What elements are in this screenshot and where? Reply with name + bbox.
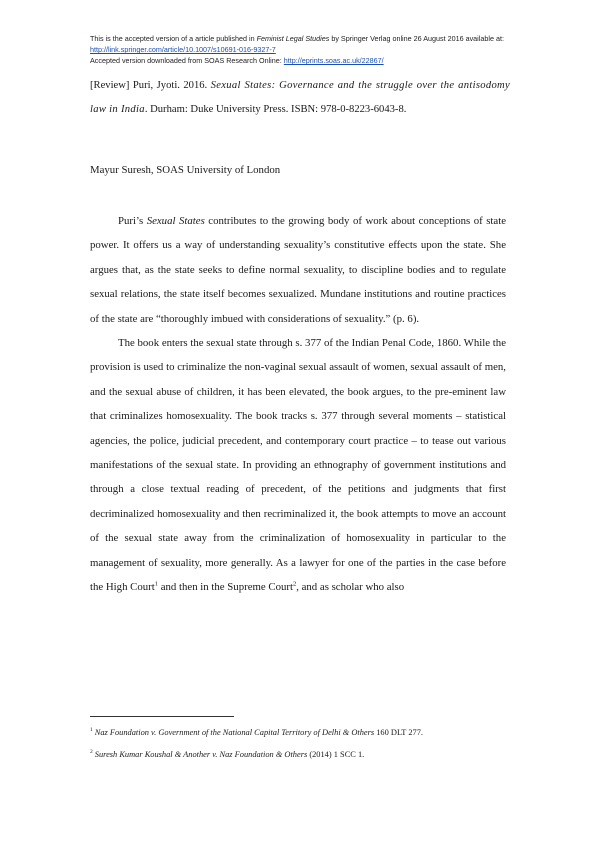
springer-link[interactable]: http://link.springer.com/article/10.1007/s10691-016-9327-7 bbox=[90, 45, 276, 54]
footnote-ref[interactable]: 2 bbox=[292, 580, 297, 588]
notice-text: This is the accepted version of a article published in bbox=[90, 34, 257, 43]
paragraph-text: Puri’s bbox=[118, 215, 147, 227]
citation-prefix: [Review] Puri, Jyoti. 2016. bbox=[90, 80, 211, 91]
paragraph-text: , and as scholar who also bbox=[296, 581, 405, 594]
author-line: Mayur Suresh, SOAS University of London bbox=[90, 164, 281, 176]
paragraph bbox=[90, 209, 506, 331]
paragraph-text: and then in the Supreme Court bbox=[158, 581, 293, 594]
footnotes bbox=[90, 722, 510, 766]
footnote-number: 2 bbox=[90, 749, 93, 756]
review-citation bbox=[90, 74, 510, 122]
body-text bbox=[90, 209, 506, 600]
citation-suffix: . Durham: Duke University Press. ISBN: 978-0-8223-6043-8. bbox=[144, 104, 407, 115]
notice-text: Accepted version downloaded from SOAS Research Online: bbox=[90, 56, 284, 65]
eprints-link[interactable]: http://eprints.soas.ac.uk/22867/ bbox=[283, 56, 384, 65]
paragraph-text: contributes to the growing body of work about conceptions of state power. It offers us a way of understanding sexuality’s constitutive effects upon the state. She argues that, as the state seeks to define normal sexuality, to discipline bodies and to regulate sexual relations, the state itself becomes sexualized. Mundane institutions and routine practices of the state are “thoroughly imbued with considerations of sexuality.” (p. 6). bbox=[90, 215, 506, 325]
case-citation: (2014) 1 SCC 1. bbox=[307, 750, 365, 759]
journal-name: Feminist Legal Studies bbox=[256, 34, 330, 43]
book-title: Sexual States: Governance and the struggle over the antisodomy law in India bbox=[90, 80, 510, 115]
case-citation: 160 DLT 277. bbox=[374, 728, 423, 737]
book-title-inline: Sexual States bbox=[146, 215, 205, 227]
footnote bbox=[90, 744, 510, 766]
paragraph bbox=[90, 331, 506, 599]
notice-text: by Springer Verlag online 26 August 2016 available at: bbox=[329, 34, 504, 43]
case-name: Naz Foundation v. Government of the National Capital Territory of Delhi & Others bbox=[94, 728, 375, 737]
paragraph-text: The book enters the sexual state through s. 377 of the Indian Penal Code, 1860. While the provision is used to criminalize the non-vaginal sexual assault of women, sexual assault of men, and the sexual abuse of children, it has been elevated, the book argues, to the pre-eminent law that criminalizes homosexuality. The book tracks s. 377 through several moments – statistical agencies, the police, judicial precedent, and contemporary court practice – to tease out various manifestations of the sexual state. In providing an ethnography of government institutions and through a close textual reading of precedent, of the petitions and judgments that first decriminalized homosexuality and then recriminalized it, the book attempts to move an account of the sexual state away from the criminalization of homosexuality in particular to the management of sexuality, more generally. As a lawyer for one of the parties in the case before the High Court bbox=[90, 337, 506, 594]
footnote bbox=[90, 722, 510, 744]
footnote-separator bbox=[90, 716, 234, 717]
footnote-ref[interactable]: 1 bbox=[154, 580, 159, 588]
case-name: Suresh Kumar Koushal & Another v. Naz Foundation & Others bbox=[94, 750, 308, 759]
publication-notice bbox=[90, 33, 530, 66]
footnote-number: 1 bbox=[90, 727, 93, 734]
